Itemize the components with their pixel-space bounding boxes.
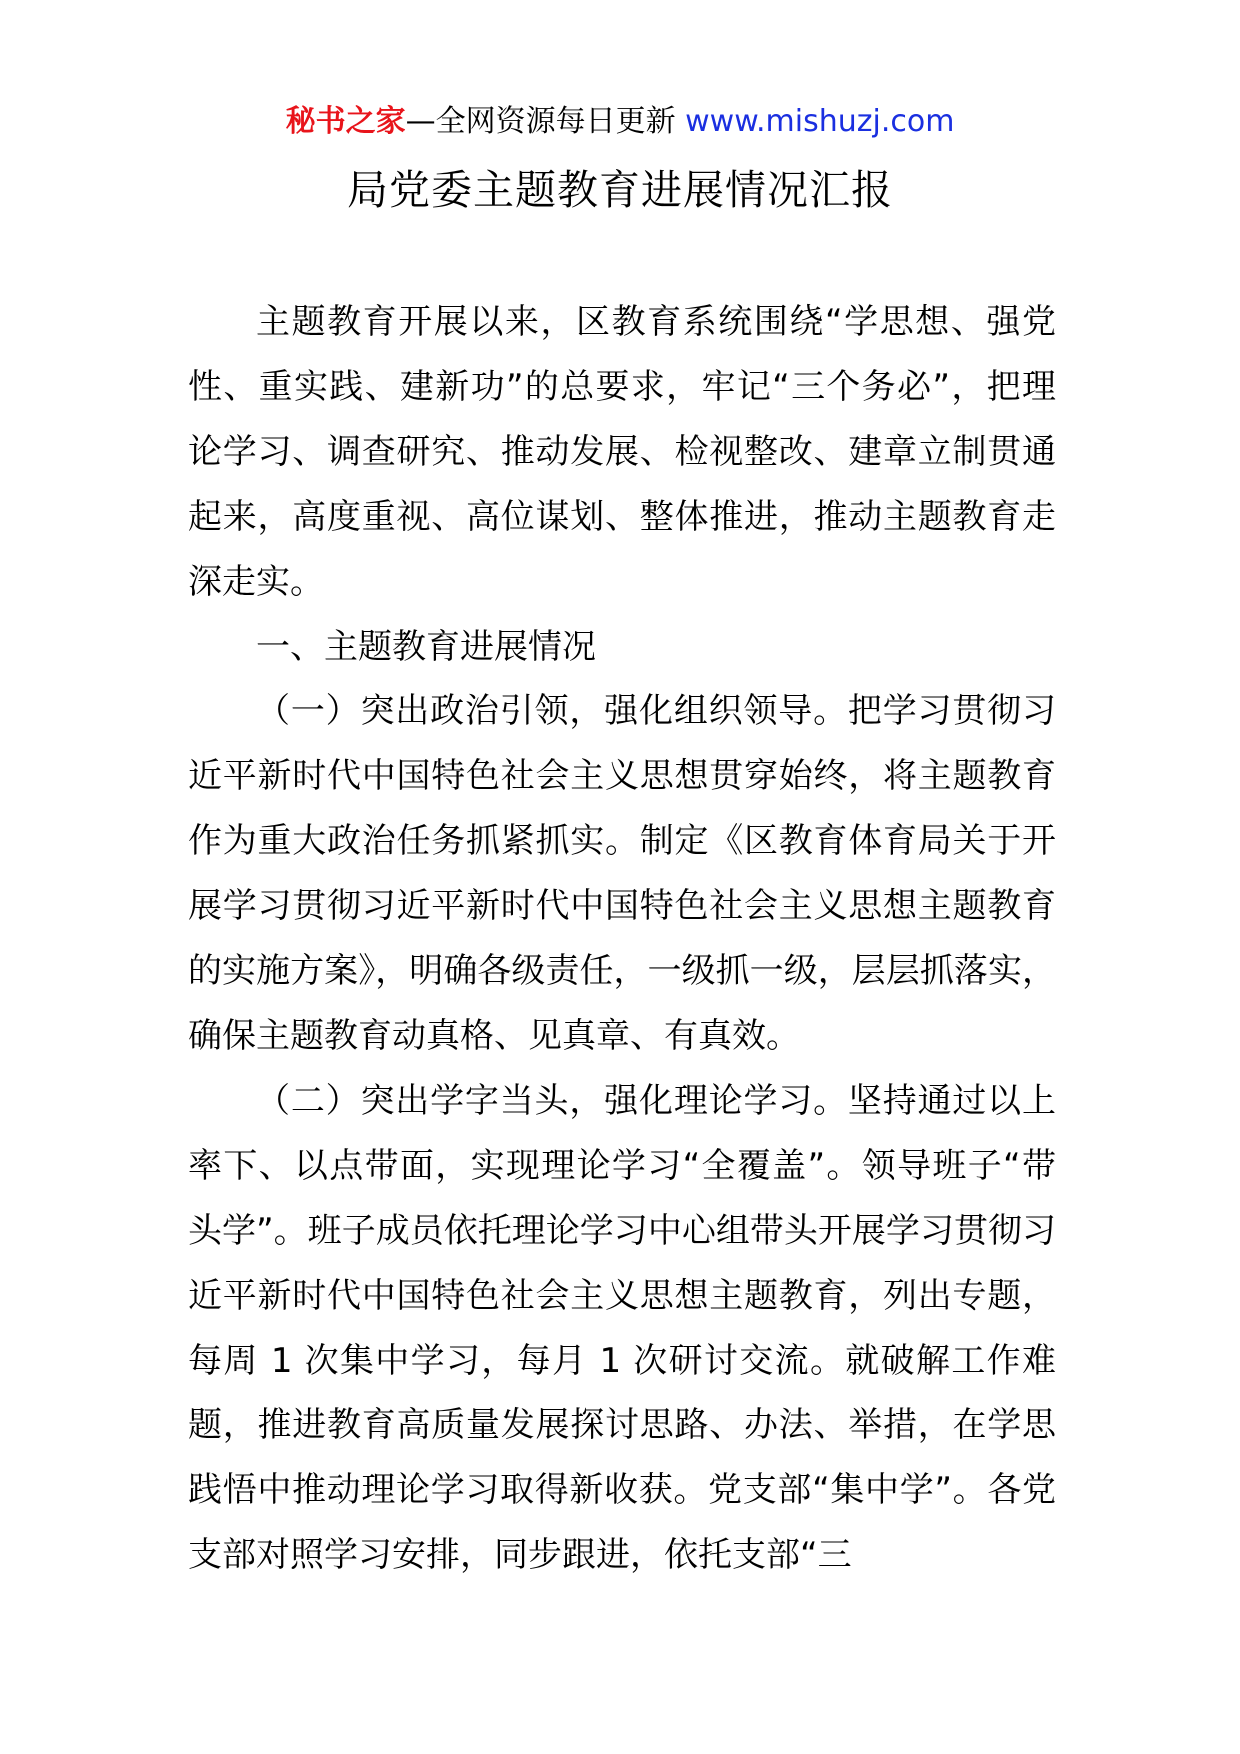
- site-header: [0, 100, 1240, 144]
- section-heading-1: 一、主题教育进展情况: [256, 626, 596, 667]
- header-url-link[interactable]: www.mishuzj.com: [685, 104, 955, 139]
- header-brand: 秘书之家: [285, 104, 406, 139]
- paragraph-subsection-2: （二）突出学字当头，强化理论学习。坚持通过以上率下、以点带面，实现理论学习“全覆盖”。领导班子“带头学”。班子成员依托理论学习中心组带头开展学习贯彻习近平新时代中国特色社会主义思想主题教育，列出专题，每周 1 次集中学习，每月 1 次研讨交流。就破解工作难题，推进教育高质量发展探讨思路、办法、举措，在学思践悟中推动理论学习取得新收获。党支部“集中学”。各党支部对照学习安排，同步跟进，依托支部“三: [188, 1080, 1056, 1576]
- paragraph-subsection-1: （一）突出政治引领，强化组织领导。把学习贯彻习近平新时代中国特色社会主义思想贯穿始终，将主题教育作为重大政治任务抓紧抓实。制定《区教育体育局关于开展学习贯彻习近平新时代中国特色社会主义思想主题教育的实施方案》，明确各级责任，一级抓一级，层层抓落实，确保主题教育动真格、见真章、有真效。: [188, 691, 1056, 1056]
- paragraph-intro: 主题教育开展以来，区教育系统围绕“学思想、强党性、重实践、建新功”的总要求，牢记“三个务必”，把理论学习、调查研究、推动发展、检视整改、建章立制贯通起来，高度重视、高位谋划、整体推进，推动主题教育走深走实。: [188, 302, 1056, 602]
- document-title: 局党委主题教育进展情况汇报: [347, 166, 893, 214]
- document-body: [188, 290, 1056, 1588]
- header-tagline: —全网资源每日更新: [405, 104, 686, 139]
